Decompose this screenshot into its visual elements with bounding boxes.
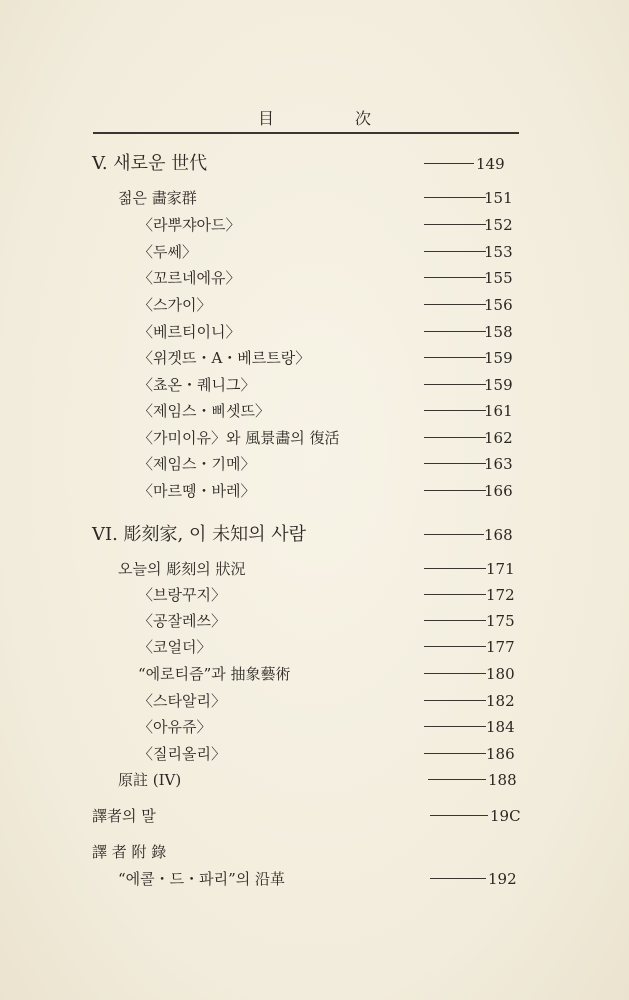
header-divider	[93, 132, 519, 134]
toc-entry[interactable]	[138, 266, 512, 290]
toc-entry-label: 〈스가이〉	[138, 296, 212, 314]
toc-entry[interactable]	[118, 557, 515, 581]
toc-entry[interactable]	[138, 213, 512, 237]
toc-leader	[424, 646, 486, 647]
page-title: 目 次	[257, 109, 410, 128]
toc-leader	[424, 620, 486, 621]
toc-page-number: 184	[486, 718, 515, 736]
toc-page-number: 172	[486, 586, 515, 604]
toc-page-number: 168	[484, 526, 513, 544]
toc-entry[interactable]	[138, 346, 512, 370]
toc-entry-label: 〈위겟뜨・A・베르트랑〉	[138, 349, 311, 367]
toc-page-number: 175	[486, 612, 515, 630]
toc-page-number: 149	[476, 155, 505, 173]
toc-entry-label: 〈질리올리〉	[138, 745, 226, 763]
toc-entry[interactable]	[138, 689, 515, 713]
toc-leader	[424, 594, 486, 595]
toc-page-number: 159	[484, 349, 513, 367]
toc-entry-label: 〈마르뗑・바레〉	[138, 482, 256, 500]
toc-entry[interactable]	[138, 583, 515, 607]
toc-page-number: 159	[484, 376, 513, 394]
toc-leader	[430, 815, 488, 816]
toc-page-number: 188	[488, 771, 517, 789]
toc-page-number: 182	[486, 692, 515, 710]
toc-entry[interactable]	[138, 240, 512, 264]
toc-entry-label: “에콜・드・파리”의 沿革	[118, 870, 286, 888]
toc-leader	[424, 463, 486, 464]
toc-entry[interactable]	[118, 186, 512, 210]
toc-page-number: 186	[486, 745, 515, 763]
toc-section-heading[interactable]	[92, 840, 512, 864]
toc-leader	[424, 673, 486, 674]
toc-page-number: 158	[484, 323, 513, 341]
toc-leader	[424, 437, 486, 438]
toc-entry[interactable]	[138, 426, 512, 450]
toc-entry-label: 〈브랑꾸지〉	[138, 586, 226, 604]
toc-page-number: 156	[484, 296, 513, 314]
toc-leader	[424, 700, 486, 701]
toc-leader	[424, 304, 486, 305]
toc-entry[interactable]	[138, 399, 512, 423]
toc-leader	[424, 568, 486, 569]
toc-entry-label: 原註 (IV)	[118, 771, 182, 789]
toc-entry[interactable]	[138, 635, 515, 659]
toc-page-number: 19C	[490, 807, 521, 825]
toc-entry-label: 〈제임스・삐셋뜨〉	[138, 402, 270, 420]
toc-leader	[424, 277, 486, 278]
toc-entry-label: 〈가미이유〉와 風景畵의 復活	[138, 429, 340, 447]
toc-leader	[424, 224, 486, 225]
toc-entry[interactable]	[138, 479, 512, 503]
toc-entry-label: 〈쵸온・퀘니그〉	[138, 376, 256, 394]
toc-leader	[424, 357, 486, 358]
toc-entry-label: 〈두쎄〉	[138, 243, 197, 261]
toc-entry-label: 〈공잘레쓰〉	[138, 612, 226, 630]
toc-entry-label: 譯 者 附 錄	[92, 843, 167, 861]
toc-page-number: 161	[484, 402, 513, 420]
toc-page-number: 180	[486, 665, 515, 683]
toc-entry-label: 〈아유쥬〉	[138, 718, 212, 736]
toc-entry-label: 〈코얼더〉	[138, 638, 212, 656]
toc-entry[interactable]	[138, 293, 512, 317]
toc-entry[interactable]	[138, 715, 515, 739]
toc-leader	[424, 753, 486, 754]
toc-entry[interactable]	[92, 523, 512, 547]
toc-entry-label: 〈베르티이니〉	[138, 323, 241, 341]
toc-page-number: 155	[484, 269, 513, 287]
toc-entry[interactable]	[138, 452, 512, 476]
toc-entry[interactable]	[118, 768, 517, 792]
toc-entry-label: 〈스타알리〉	[138, 692, 226, 710]
toc-leader	[424, 197, 486, 198]
toc-leader	[424, 534, 484, 535]
toc-page-number: 177	[486, 638, 515, 656]
toc-leader	[424, 384, 486, 385]
toc-page-number: 192	[488, 870, 517, 888]
toc-entry-label: 젊은 畵家群	[118, 189, 197, 207]
toc-leader	[430, 878, 486, 879]
toc-leader	[424, 726, 486, 727]
toc-leader	[424, 331, 486, 332]
toc-entry-label: V. 새로운 世代	[92, 153, 208, 174]
toc-entry[interactable]	[138, 320, 512, 344]
toc-leader	[424, 251, 486, 252]
toc-entry-label: 〈라뿌쟈아드〉	[138, 216, 241, 234]
toc-entry-label: 〈제임스・기메〉	[138, 455, 256, 473]
toc-entry[interactable]	[92, 152, 512, 176]
toc-leader	[424, 163, 474, 164]
toc-entry-label: VI. 彫刻家, 이 未知의 사람	[92, 524, 306, 545]
toc-entry-label: 譯者의 말	[92, 807, 156, 825]
toc-leader	[424, 410, 486, 411]
toc-entry[interactable]	[138, 373, 512, 397]
toc-entry[interactable]	[138, 662, 515, 686]
toc-page-number: 162	[484, 429, 513, 447]
toc-page-number: 171	[486, 560, 515, 578]
toc-page-number: 151	[484, 189, 513, 207]
toc-page-number: 152	[484, 216, 513, 234]
toc-entry-label: “에로티즘”과 抽象藝術	[138, 665, 291, 683]
toc-page-number: 166	[484, 482, 513, 500]
toc-page-number: 163	[484, 455, 513, 473]
toc-entry[interactable]	[92, 804, 521, 828]
toc-entry[interactable]	[138, 609, 515, 633]
toc-entry-label: 〈꼬르네에유〉	[138, 269, 241, 287]
toc-entry[interactable]	[118, 867, 517, 891]
toc-entry[interactable]	[138, 742, 515, 766]
toc-page-number: 153	[484, 243, 513, 261]
toc-leader	[424, 490, 486, 491]
toc-leader	[428, 779, 486, 780]
toc-entry-label: 오늘의 彫刻의 狀況	[118, 560, 246, 578]
